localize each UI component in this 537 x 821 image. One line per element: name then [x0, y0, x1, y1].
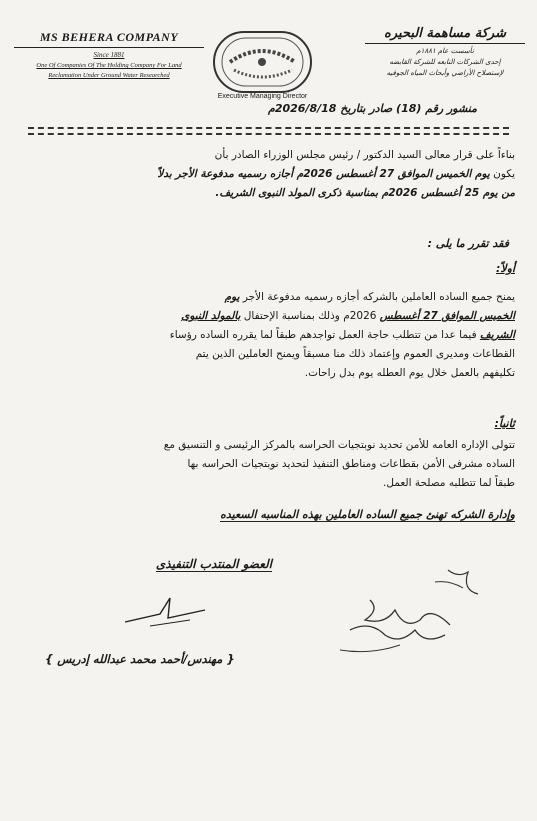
divider-bottom: [28, 133, 509, 135]
company-name-en: MS BEHERA COMPANY: [14, 30, 204, 48]
first-line-1a: يمنح جميع الساده العاملين بالشركه أجازه رسميه مدفوعة الأجر: [239, 291, 515, 303]
company-name-ar: شركة مساهمة البحيره: [365, 26, 525, 44]
first-line-5: تكليفهم بالعمل خلال يوم العطله يوم بدل راحات.: [304, 367, 515, 379]
second-line-3: طبقاً لما تتطلبه مصلحة العمل.: [383, 477, 515, 489]
header-ar-line3: لإستصلاح الأراضي وأبحاث المياه الجوفيه: [386, 69, 504, 77]
first-line-2: [20, 307, 515, 326]
first-line-3: [20, 326, 515, 345]
first-line-2d: بالمولد النبوى: [181, 310, 241, 322]
company-seal-logo: [210, 26, 315, 98]
header-en-line1: One Of Companies Of The Holding Company For Land: [36, 62, 182, 69]
first-line-3b: فيما عدا من تتطلب حاجة العمل تواجدهم طبقاً لما يقرره الساده رؤساء: [169, 329, 480, 341]
header-ar-line2: إحدى الشركات التابعه للشركة القابضه: [389, 58, 501, 66]
first-line-2c: 2026م وذلك بمناسبة الإحتفال: [240, 310, 380, 322]
first-line-2a: الخميس الموافق 27: [419, 310, 515, 322]
handwritten-approval-note: [330, 560, 490, 670]
first-line-4: القطاعات ومديرى العموم وإعتماد ذلك منا مسبقاً ويمنح العاملين الذين يتم: [195, 348, 515, 360]
logo-caption: Executive Managing Director: [217, 93, 308, 100]
closing-greeting: وإدارة الشركه تهنئ جميع الساده العاملين بهذه المناسبه السعيده: [220, 508, 515, 521]
signatory-title: العضو المنتدب التنفيذى: [155, 557, 272, 571]
header-en-line2: Reclamation Under Ground Water Researched: [48, 72, 170, 79]
intro-line-2b: يوم الخميس الموافق 27 أغسطس 2026م أجازه رسميه مدفوعة الأجر بدلاً: [157, 168, 490, 180]
first-line-2b: أغسطس: [379, 310, 420, 322]
first-line-1b: يوم: [224, 291, 240, 303]
decree-number: منشور رقم (18) صادر بتاريخ 2026/8/18م: [268, 102, 477, 115]
first-line-1: [20, 288, 515, 307]
since-en: Since 1881: [93, 51, 125, 59]
header-ar-line1: تأسست عام ١٨٨١م: [416, 47, 474, 55]
intro-line-1: بناءاً على قرار معالى السيد الدكتور / رئيس مجلس الوزراء الصادر بأن: [214, 149, 515, 161]
header-english: [14, 30, 204, 79]
signature-left: [120, 592, 210, 632]
first-line-3a: الشريف: [479, 329, 515, 341]
intro-paragraph: [20, 146, 515, 203]
intro-line-2: [20, 165, 515, 184]
header-arabic: [365, 26, 525, 77]
signatory-name: { مهندس/أحمد محمد عبدالله إدريس }: [45, 652, 235, 666]
second-paragraph: [20, 436, 515, 493]
second-label: ثانياً:: [494, 417, 515, 430]
first-label: أولاً:: [495, 262, 515, 275]
second-line-1: تتولى الإداره العامه للأمن تحديد نوبتجيات الحراسه بالمركز الرئيسى و التنسيق مع: [163, 439, 515, 451]
intro-line-3: من يوم 25 أغسطس 2026م بمناسبة ذكرى المولد النبوى الشريف.: [215, 187, 515, 199]
intro-line-2a: يكون: [489, 168, 515, 180]
decided-heading: فقد تقرر ما يلى :: [427, 237, 509, 250]
divider-top: [28, 127, 509, 129]
first-paragraph: [20, 288, 515, 383]
second-line-2: الساده مشرفى الأمن بقطاعات ومناطق التنفيذ لتحديد نوبتجيات الحراسه بها: [187, 458, 515, 470]
